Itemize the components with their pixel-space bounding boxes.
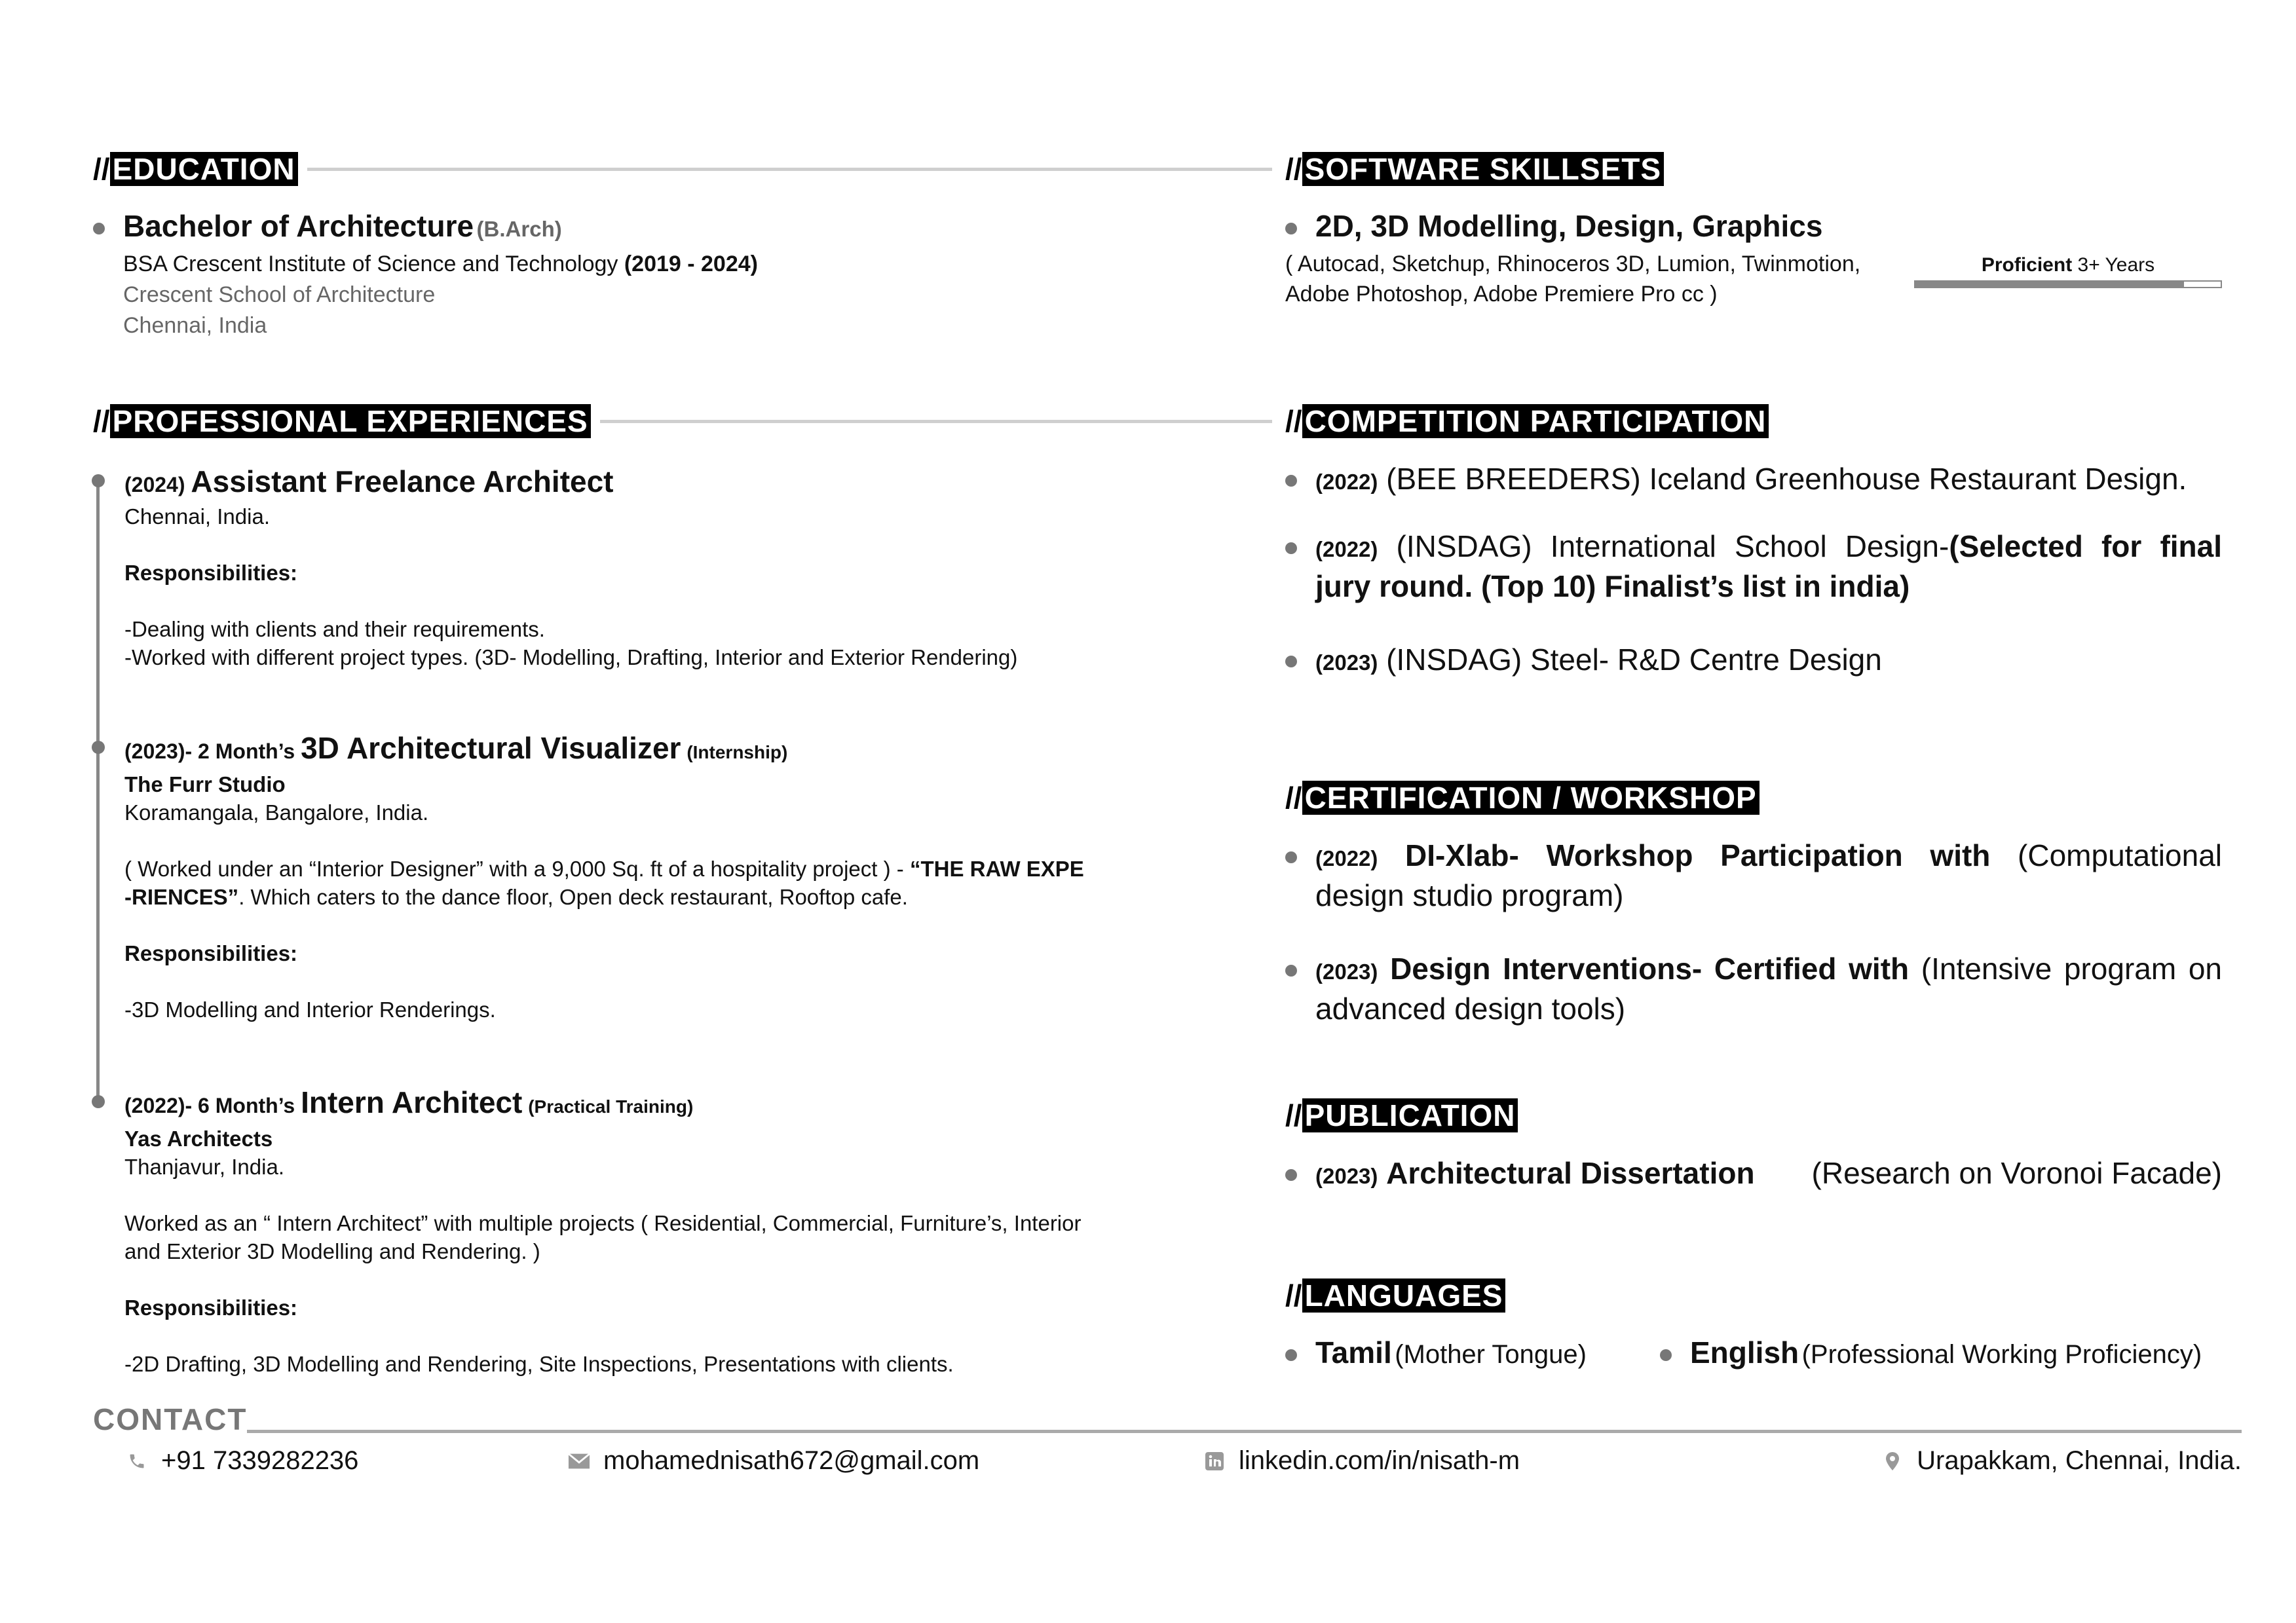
responsibilities-label: Responsibilities: bbox=[124, 941, 298, 965]
description-highlight: “THE RAW EXPE bbox=[909, 857, 1084, 881]
languages-section bbox=[1285, 1276, 2222, 1374]
section-slashes: // bbox=[1285, 1098, 1302, 1132]
language-level: (Mother Tongue) bbox=[1395, 1340, 1587, 1369]
phone-icon bbox=[126, 1450, 148, 1472]
language-name: English bbox=[1690, 1335, 1799, 1370]
language-level: (Professional Working Proficiency) bbox=[1801, 1340, 2202, 1369]
software-tools-line: Adobe Photoshop, Adobe Premiere Pro cc ) bbox=[1285, 282, 1718, 307]
section-slashes: // bbox=[1285, 404, 1302, 438]
contact-phone[interactable] bbox=[126, 1446, 358, 1476]
experience-role: Intern Architect bbox=[301, 1085, 523, 1119]
experience-description: and Exterior 3D Modelling and Rendering. ) bbox=[124, 1239, 540, 1263]
contact-address bbox=[1881, 1446, 2242, 1476]
experience-item bbox=[93, 730, 1272, 1024]
bullet-icon bbox=[1285, 223, 1297, 234]
publication-year: (2023) bbox=[1315, 1164, 1378, 1188]
contact-rule bbox=[247, 1430, 2242, 1433]
section-slashes: // bbox=[1285, 1278, 1302, 1313]
language-name: Tamil bbox=[1315, 1335, 1392, 1370]
contact-row bbox=[93, 1442, 2242, 1488]
description-text: ( Worked under an “Interior Designer” with a 9,000 Sq. ft of a hospitality project ) - bbox=[124, 857, 910, 881]
certification-title: DI-Xlab- Workshop Participation with bbox=[1405, 838, 1991, 872]
education-years: (2019 - 2024) bbox=[624, 252, 758, 276]
institute-name: BSA Crescent Institute of Science and Technology bbox=[123, 252, 618, 276]
experience-heading: PROFESSIONAL EXPERIENCES bbox=[110, 404, 591, 438]
experience-year: (2023)- 2 Month’s bbox=[124, 739, 295, 763]
certification-year: (2023) bbox=[1315, 960, 1378, 984]
publication-item bbox=[1285, 1155, 2222, 1195]
company-name: Yas Architects bbox=[124, 1127, 273, 1151]
experience-item bbox=[93, 464, 1272, 671]
description-highlight: -RIENCES” bbox=[124, 885, 239, 909]
section-rule bbox=[600, 420, 1272, 423]
contact-linkedin[interactable] bbox=[1203, 1446, 1520, 1476]
bullet-icon bbox=[1660, 1349, 1672, 1361]
experience-location: Koramangala, Bangalore, India. bbox=[124, 800, 429, 825]
languages-heading: LANGUAGES bbox=[1302, 1278, 1506, 1313]
experience-location: Chennai, India. bbox=[124, 504, 270, 529]
languages-row bbox=[1285, 1335, 2222, 1374]
publication-heading: PUBLICATION bbox=[1302, 1098, 1518, 1132]
bullet-icon bbox=[1285, 475, 1297, 487]
description-text: . Which caters to the dance floor, Open deck restaurant, Rooftop cafe. bbox=[238, 885, 908, 909]
experience-description: Worked as an “ Intern Architect” with multiple projects ( Residential, Commercial, Furniture’s, Interior bbox=[124, 1211, 1082, 1235]
software-section bbox=[1285, 149, 2222, 401]
education-header bbox=[93, 149, 1272, 189]
section-rule bbox=[307, 168, 1272, 171]
competition-header bbox=[1285, 401, 2222, 441]
education-heading: EDUCATION bbox=[110, 152, 298, 186]
bullet-icon bbox=[1285, 656, 1297, 667]
school-name: Crescent School of Architecture bbox=[123, 282, 436, 307]
experience-year: (2022)- 6 Month’s bbox=[124, 1094, 295, 1117]
publication-section bbox=[1285, 1096, 2222, 1276]
mail-icon bbox=[568, 1450, 590, 1472]
certification-year: (2022) bbox=[1315, 846, 1378, 870]
contact-header bbox=[93, 1399, 2242, 1437]
location-pin-icon bbox=[1881, 1450, 1904, 1472]
certification-item bbox=[1285, 837, 2222, 914]
certification-text: (Intensive program on advanced design tools) bbox=[1315, 952, 2222, 1026]
bullet-icon bbox=[1285, 965, 1297, 977]
publication-desc: (Research on Voronoi Facade) bbox=[1811, 1156, 2222, 1190]
language-item bbox=[1285, 1335, 1587, 1370]
timeline-dot-icon bbox=[92, 474, 105, 487]
competition-year: (2023) bbox=[1315, 650, 1378, 675]
proficiency-meter bbox=[1914, 254, 2222, 288]
education-section bbox=[93, 149, 1272, 341]
competition-item bbox=[1285, 641, 2222, 681]
experience-location: Thanjavur, India. bbox=[124, 1155, 284, 1179]
section-slashes: // bbox=[93, 404, 110, 438]
responsibility-line: -Dealing with clients and their requirements. bbox=[124, 617, 545, 641]
linkedin-icon bbox=[1203, 1450, 1226, 1472]
bullet-icon bbox=[1285, 851, 1297, 863]
experience-description bbox=[124, 855, 1272, 883]
timeline-dot-icon bbox=[92, 741, 105, 754]
competition-text: (INSDAG) Steel- R&D Centre Design bbox=[1386, 643, 1882, 677]
company-name: The Furr Studio bbox=[124, 772, 286, 796]
experience-description bbox=[124, 883, 1272, 911]
section-slashes: // bbox=[1285, 781, 1302, 815]
education-location: Chennai, India bbox=[123, 313, 267, 338]
software-heading: SOFTWARE SKILLSETS bbox=[1302, 152, 1664, 186]
responsibility-line: -3D Modelling and Interior Renderings. bbox=[124, 998, 496, 1022]
competition-item bbox=[1285, 460, 2222, 500]
experience-year: (2024) bbox=[124, 473, 185, 496]
section-slashes: // bbox=[1285, 152, 1302, 186]
publication-title: Architectural Dissertation bbox=[1386, 1156, 1755, 1190]
competition-year: (2022) bbox=[1315, 470, 1378, 494]
left-column bbox=[93, 149, 1272, 1376]
competition-heading: COMPETITION PARTICIPATION bbox=[1302, 404, 1769, 438]
software-header bbox=[1285, 149, 2222, 189]
publication-header bbox=[1285, 1096, 2222, 1135]
linkedin-url: linkedin.com/in/nisath-m bbox=[1239, 1446, 1520, 1475]
proficiency-bar-fill bbox=[1915, 282, 2184, 287]
phone-number: +91 7339282236 bbox=[161, 1446, 359, 1475]
bullet-icon bbox=[93, 223, 105, 234]
responsibility-line: -Worked with different project types. (3D- Modelling, Drafting, Interior and Exterior Rendering) bbox=[124, 645, 1018, 669]
certification-item bbox=[1285, 950, 2222, 1028]
competition-text: (INSDAG) International School Design- bbox=[1396, 529, 1949, 563]
email-address: mohamednisath672@gmail.com bbox=[603, 1446, 980, 1475]
bullet-icon bbox=[1285, 542, 1297, 554]
competition-section bbox=[1285, 401, 2222, 778]
certification-section bbox=[1285, 778, 2222, 1096]
certification-text: (Computational design studio program) bbox=[1315, 838, 2222, 912]
degree-title: Bachelor of Architecture bbox=[123, 209, 474, 243]
competition-item bbox=[1285, 528, 2222, 605]
bullet-icon bbox=[1285, 1349, 1297, 1361]
responsibility-line: -2D Drafting, 3D Modelling and Rendering, Site Inspections, Presentations with clients. bbox=[124, 1352, 954, 1376]
experience-role: Assistant Freelance Architect bbox=[191, 464, 614, 498]
proficiency-bar bbox=[1914, 280, 2222, 288]
experience-tag: (Practical Training) bbox=[528, 1096, 694, 1117]
bullet-icon bbox=[1285, 1169, 1297, 1181]
address-text: Urapakkam, Chennai, India. bbox=[1917, 1446, 2242, 1475]
education-item bbox=[93, 208, 1272, 341]
responsibilities-label: Responsibilities: bbox=[124, 1296, 298, 1320]
competition-text: (BEE BREEDERS) Iceland Greenhouse Restaurant Design. bbox=[1386, 462, 2187, 496]
responsibilities-label: Responsibilities: bbox=[124, 561, 298, 585]
timeline-dot-icon bbox=[92, 1095, 105, 1108]
experience-tag: (Internship) bbox=[687, 742, 788, 762]
contact-email[interactable] bbox=[568, 1446, 979, 1476]
competition-year: (2022) bbox=[1315, 537, 1378, 561]
section-slashes: // bbox=[93, 152, 110, 186]
right-column bbox=[1285, 149, 2222, 1374]
proficiency-years: 3+ Years bbox=[2077, 254, 2155, 276]
degree-abbr: (B.Arch) bbox=[476, 217, 562, 241]
competition-highlight: (Selected for final jury round. (Top 10) Finalist’s list in india) bbox=[1315, 529, 2223, 603]
certification-heading: CERTIFICATION / WORKSHOP bbox=[1302, 781, 1760, 815]
contact-heading: CONTACT bbox=[93, 1402, 248, 1436]
proficiency-level: Proficient bbox=[1981, 254, 2073, 276]
experience-section bbox=[93, 401, 1272, 1376]
contact-section bbox=[93, 1399, 2242, 1488]
software-title: 2D, 3D Modelling, Design, Graphics bbox=[1315, 209, 1823, 243]
certification-title: Design Interventions- Certified with bbox=[1390, 952, 1910, 986]
languages-header bbox=[1285, 1276, 2222, 1315]
experience-role: 3D Architectural Visualizer bbox=[301, 731, 681, 765]
language-item bbox=[1660, 1335, 2202, 1370]
experience-header bbox=[93, 401, 1272, 441]
certification-header bbox=[1285, 778, 2222, 817]
software-tools-line: ( Autocad, Sketchup, Rhinoceros 3D, Lumion, Twinmotion, bbox=[1285, 252, 1861, 276]
experience-item bbox=[93, 1085, 1272, 1378]
